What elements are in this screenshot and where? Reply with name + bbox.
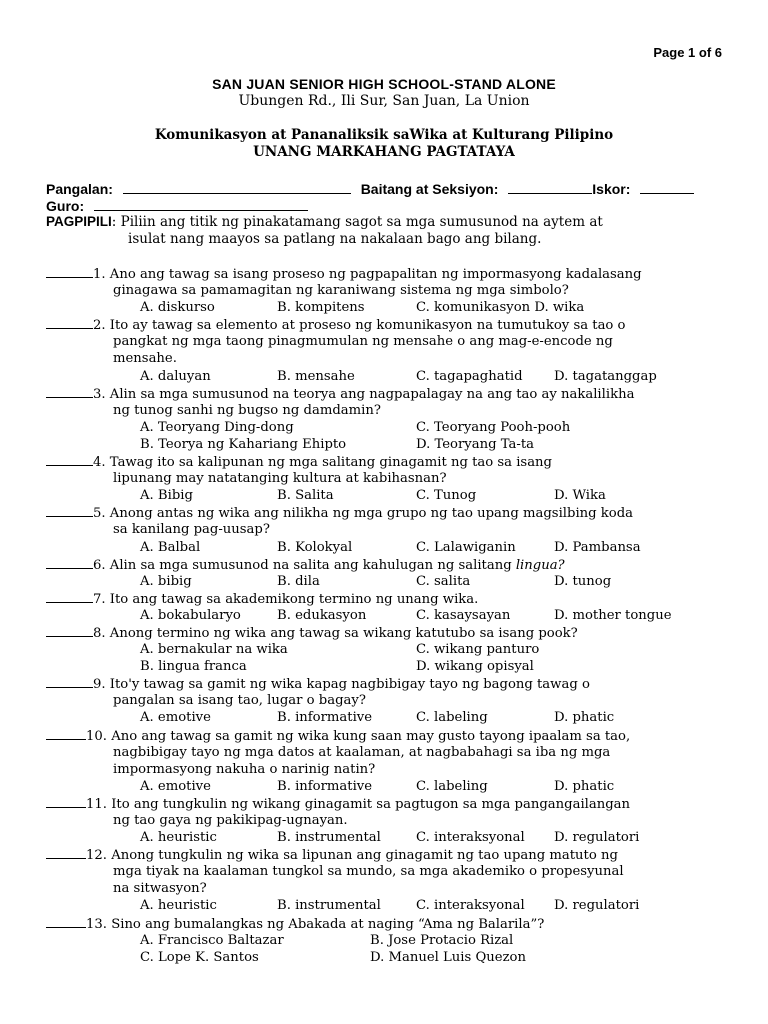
score-label: Iskor: xyxy=(592,181,631,197)
choices-row xyxy=(46,658,726,675)
question-text: Anong antas ng wika ang nilikha ng mga grupo ng tao upang magsilbing koda xyxy=(109,506,634,522)
choice-option: A. daluyan xyxy=(140,368,211,384)
question-text-continued: ginagawa sa pamamagitan ng karaniwang sistema ng mga simbolo? xyxy=(113,283,569,299)
answer-blank[interactable] xyxy=(46,915,86,928)
choice-option: C. labeling xyxy=(416,710,488,726)
question-text-italic: lingua? xyxy=(515,557,565,573)
question-number: 13. xyxy=(86,916,107,932)
question-first-line xyxy=(46,453,726,470)
choices-row xyxy=(46,299,726,316)
choice-option: A. Bibig xyxy=(140,488,193,504)
choice-option: D. Wika xyxy=(554,488,606,504)
question-text: Ito ay tawag sa elemento at proseso ng komunikasyon na tumutukoy sa tao o xyxy=(109,318,626,334)
answer-blank[interactable] xyxy=(46,590,93,603)
choice-option: D. Manuel Luis Quezon xyxy=(370,949,526,965)
question-item xyxy=(46,556,726,590)
question-text: Tawag ito sa kalipunan ng mga salitang ginagamit ng tao sa isang xyxy=(109,455,552,471)
question-text-continued: pangalan sa isang tao, lugar o bagay? xyxy=(113,693,366,709)
choice-option: A. heuristic xyxy=(140,898,217,914)
choice-option: C. interaksyonal xyxy=(416,830,525,846)
choices-row xyxy=(46,607,726,624)
choice-option: D. regulatori xyxy=(554,830,640,846)
school-address: Ubungen Rd., Ili Sur, San Juan, La Union xyxy=(238,93,530,109)
choice-option: A. bernakular na wika xyxy=(140,642,288,658)
instructions-label: PAGPIPILI xyxy=(46,214,112,229)
question-text-continued: pangkat ng mga taong pinagmumulan ng mensahe o ang mag-e-encode ng xyxy=(113,334,613,350)
answer-blank[interactable] xyxy=(46,385,93,398)
grade-section-label: Baitang at Seksiyon: xyxy=(360,181,499,197)
answer-blank[interactable] xyxy=(46,453,93,466)
choices-row xyxy=(46,368,726,385)
question-item xyxy=(46,624,726,675)
choice-option: C. Lope K. Santos xyxy=(140,949,259,965)
question-number: 11. xyxy=(86,796,107,812)
choice-option: D. tagatanggap xyxy=(554,368,657,384)
question-text: Anong termino ng wika ang tawag sa wikang katutubo sa isang pook? xyxy=(109,625,578,641)
choice-option: B. instrumental xyxy=(277,898,381,914)
answer-blank[interactable] xyxy=(46,624,93,637)
instructions xyxy=(46,213,722,248)
question-item xyxy=(46,316,726,384)
answer-blank[interactable] xyxy=(46,504,93,517)
choice-option: B. Jose Protacio Rizal xyxy=(370,932,514,948)
question-item xyxy=(46,846,726,914)
choice-option: D. phatic xyxy=(554,710,615,726)
question-text-continued: ng tunog sanhi ng bugso ng damdamin? xyxy=(113,402,381,418)
choice-option: C. wikang panturo xyxy=(416,642,540,658)
exam-title: UNANG MARKAHANG PAGTATAYA xyxy=(253,144,515,160)
choice-option: D. regulatori xyxy=(554,898,640,914)
question-number: 9. xyxy=(93,677,106,693)
question-first-line xyxy=(46,590,726,607)
student-info-row xyxy=(46,180,694,197)
choice-option: B. instrumental xyxy=(277,830,381,846)
answer-blank[interactable] xyxy=(46,316,93,329)
question-item xyxy=(46,265,726,316)
answer-blank[interactable] xyxy=(46,795,86,808)
question-text-continued: mga tiyak na kaalaman tungkol sa mundo, sa mga akademiko o propesyunal xyxy=(113,864,624,880)
question-item xyxy=(46,504,726,555)
question-text: Ito'y tawag sa gamit ng wika kapag nagbibigay tayo ng bagong tawag o xyxy=(109,677,590,693)
question-text-continued: sa kanilang pag-uusap? xyxy=(113,522,270,538)
question-number: 10. xyxy=(86,728,107,744)
choice-option: A. emotive xyxy=(140,710,211,726)
choice-option: C. kasaysayan xyxy=(416,607,511,623)
instructions-text-2: isulat nang maayos sa patlang na nakalaan bago ang bilang. xyxy=(128,231,542,247)
choice-option: D. wikang opisyal xyxy=(416,659,534,675)
name-blank[interactable] xyxy=(123,180,351,194)
question-item xyxy=(46,915,726,966)
question-first-line xyxy=(46,795,726,812)
choices-row xyxy=(46,829,726,846)
choice-option: A. Francisco Baltazar xyxy=(140,932,284,948)
question-text: Ano ang tawag sa isang proseso ng pagpapalitan ng impormasyong kadalasang xyxy=(109,267,642,282)
choice-option: B. kompitens xyxy=(277,300,365,316)
choice-option: C. labeling xyxy=(416,778,488,794)
choice-option: B. informative xyxy=(277,710,373,726)
choice-option: B. mensahe xyxy=(277,368,355,384)
choice-option: B. informative xyxy=(277,778,373,794)
question-text: Alin sa mga sumusunod na teorya ang nagpapalagay na ang tao ay nakalilikha xyxy=(109,386,635,402)
choice-option: A. heuristic xyxy=(140,830,217,846)
choice-option: D. Pambansa xyxy=(554,539,641,555)
choices-row xyxy=(46,897,726,914)
choice-option: B. edukasyon xyxy=(277,607,367,623)
choices-row xyxy=(46,539,726,556)
choice-option: B. Salita xyxy=(277,488,334,504)
question-item xyxy=(46,675,726,726)
question-first-line xyxy=(46,675,726,692)
choice-option: A. bokabularyo xyxy=(140,607,241,623)
question-first-line xyxy=(46,316,726,333)
choices-row xyxy=(46,932,726,949)
choice-option: C. Tunog xyxy=(416,488,477,504)
choice-option: A. bibig xyxy=(140,573,192,589)
score-blank[interactable] xyxy=(640,180,694,194)
question-first-line xyxy=(46,915,726,932)
choice-option: C. Lalawiganin xyxy=(416,539,516,555)
question-number: 4. xyxy=(93,455,106,471)
question-first-line xyxy=(46,556,726,573)
question-first-line xyxy=(46,385,726,402)
question-text: Sino ang bumalangkas ng Abakada at naging “Ama ng Balarila”? xyxy=(111,916,545,932)
question-item xyxy=(46,795,726,846)
choice-option: C. salita xyxy=(416,573,471,589)
teacher-label: Guro: xyxy=(46,198,85,214)
question-text-continued: na sitwasyon? xyxy=(113,881,207,897)
answer-blank[interactable] xyxy=(46,727,86,740)
question-number: 7. xyxy=(93,591,106,607)
question-text: Ito ang tungkulin ng wikang ginagamit sa pagtugon sa mga pangangailangan xyxy=(111,796,631,812)
choices-row xyxy=(46,641,726,658)
question-text-continued: nagbibigay tayo ng mga datos at kaalaman, at nagbabahagi sa iba ng mga xyxy=(113,744,611,760)
choices-row xyxy=(46,949,726,966)
teacher-row xyxy=(46,197,308,214)
answer-blank[interactable] xyxy=(46,265,93,278)
question-text-continued: impormasyong nakuha o narinig natin? xyxy=(113,761,376,777)
question-item xyxy=(46,453,726,504)
question-list xyxy=(46,265,726,966)
choice-option: B. lingua franca xyxy=(140,659,247,675)
question-first-line xyxy=(46,846,726,863)
choice-option: C. tagapaghatid xyxy=(416,368,523,384)
name-label: Pangalan: xyxy=(46,181,113,197)
question-number: 3. xyxy=(93,386,106,402)
choices-row xyxy=(46,419,726,436)
school-name: SAN JUAN SENIOR HIGH SCHOOL-STAND ALONE xyxy=(212,76,556,92)
answer-blank[interactable] xyxy=(46,675,93,688)
choices-row xyxy=(46,573,726,590)
choice-option: A. Teoryang Ding-dong xyxy=(140,419,294,435)
choice-option: D. phatic xyxy=(554,778,615,794)
choice-option: A. Balbal xyxy=(140,539,201,555)
question-first-line xyxy=(46,265,726,282)
choice-option: B. Teorya ng Kahariang Ehipto xyxy=(140,436,347,452)
choice-option: D. Teoryang Ta-ta xyxy=(416,436,534,452)
question-text-continued: ng tao gaya ng pakikipag-ugnayan. xyxy=(113,813,348,828)
choice-option: D. mother tongue xyxy=(554,607,672,623)
question-text: Alin sa mga sumusunod na salita ang kahulugan ng salitang xyxy=(109,557,516,573)
choice-option: C. Teoryang Pooh-pooh xyxy=(416,419,571,435)
question-item xyxy=(46,385,726,453)
question-number: 2. xyxy=(93,318,106,334)
answer-blank[interactable] xyxy=(46,846,86,859)
question-item xyxy=(46,590,726,624)
question-text: Ito ang tawag sa akademikong termino ng unang wika. xyxy=(109,591,479,607)
question-number: 1. xyxy=(93,267,106,282)
choices-row xyxy=(46,436,726,453)
question-number: 6. xyxy=(93,557,106,573)
choices-row xyxy=(46,778,726,795)
question-number: 12. xyxy=(86,848,107,864)
choice-option: A. diskurso xyxy=(140,300,215,316)
question-text-continued: lipunang may natatanging kultura at kabihasnan? xyxy=(113,471,447,487)
question-text: Anong tungkulin ng wika sa lipunan ang ginagamit ng tao upang matuto ng xyxy=(111,848,618,864)
question-number: 5. xyxy=(93,506,106,522)
choice-option: B. dila xyxy=(277,573,320,589)
question-first-line xyxy=(46,727,726,744)
question-first-line xyxy=(46,504,726,521)
question-number: 8. xyxy=(93,625,106,641)
choice-option: A. emotive xyxy=(140,778,211,794)
page-number: Page 1 of 6 xyxy=(653,45,722,60)
choice-option: B. Kolokyal xyxy=(277,539,353,555)
teacher-blank[interactable] xyxy=(94,197,308,211)
instructions-text-1: : Piliin ang titik ng pinakatamang sagot sa mga sumusunod na aytem at xyxy=(111,214,603,230)
question-first-line xyxy=(46,624,726,641)
subject-title: Komunikasyon at Pananaliksik saWika at Kulturang Pilipino xyxy=(154,127,614,143)
choices-row xyxy=(46,709,726,726)
choices-row xyxy=(46,487,726,504)
question-item xyxy=(46,727,726,795)
grade-section-blank[interactable] xyxy=(508,180,592,194)
choice-option: C. interaksyonal xyxy=(416,898,525,914)
question-text-continued: mensahe. xyxy=(113,351,177,367)
question-text: Ano ang tawag sa gamit ng wika kung saan may gusto tayong ipaalam sa tao, xyxy=(111,728,631,744)
answer-blank[interactable] xyxy=(46,556,93,569)
choice-option: C. komunikasyon D. wika xyxy=(416,300,585,316)
choice-option: D. tunog xyxy=(554,573,612,589)
